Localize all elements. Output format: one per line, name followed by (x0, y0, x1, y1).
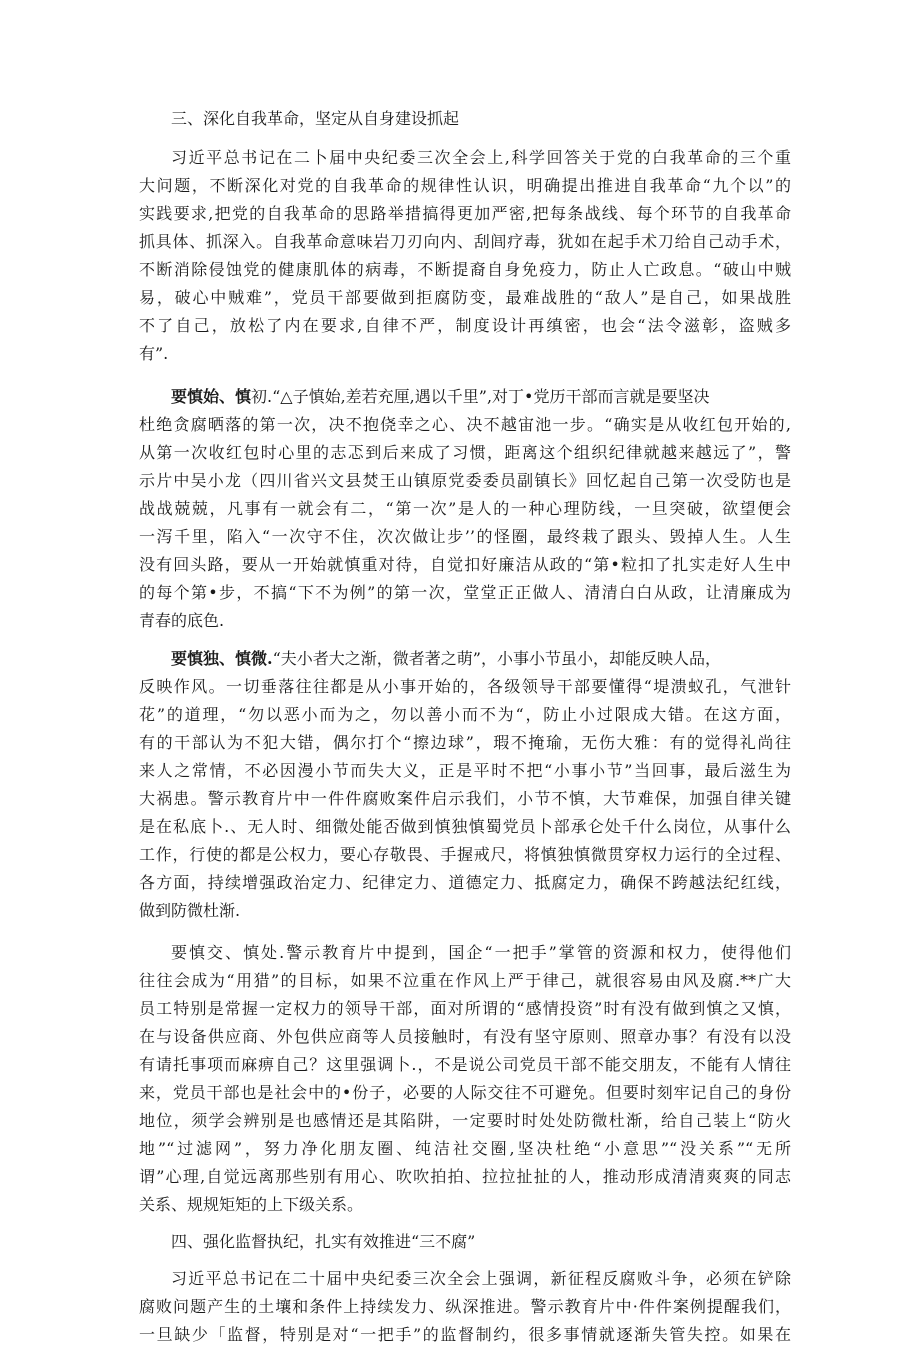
paragraph-line: 工作，行使的都是公权力，要心存敬畏、手握戒尺，将慎独慎微贯穿权力运行的全过程、 (139, 845, 791, 864)
paragraph-line: 反映作风。一切垂落往往都是从小事开始的，各级领导干部要懂得“堤溃蚁孔，气泄针 (139, 677, 791, 696)
paragraph-line: 没有回头路，要从一开始就慎重对待，自觉扣好廉洁从政的“第•粒扣了扎实走好人生中 (139, 555, 791, 574)
paragraph-text: 初.“△子慎始,差若充厘,遇以千里”,对丁•党历干部而言就是要坚决 (251, 387, 710, 406)
paragraph-line: 各方面，持续增强政治定力、纪律定力、道德定力、抵腐定力，确保不跨越法纪红线， (139, 873, 791, 892)
section-heading: 三、深化自我革命，坚定从自身建设抓起 (171, 109, 460, 128)
paragraph-line: 地位，须学会辨别是也感情还是其陷阱，一定要时时处处防微杜渐，给自己装上“防火 (139, 1111, 791, 1130)
paragraph-line: 一泻千里，陷入“一次守不住，次次做让步’’的怪圈，最终栽了跟头、毁掉人生。人生 (139, 527, 791, 546)
paragraph-line: 员工特别是常握一定权力的领导干部，面对所谓的“感情投资”时有没有做到慎之又慎， (139, 999, 791, 1018)
paragraph-line: 要慎交、慎处.警示教育片中提到，国企“一把手”掌管的资源和权力，使得他们 (171, 943, 791, 962)
paragraph-line: 实践要求,把党的自我革命的思路举措搞得更加严密,把每条战线、每个环节的自我革命 (139, 204, 791, 223)
paragraph-line (171, 383, 791, 411)
paragraph-line: 来人之常情，不必因漫小节而失大义，正是平时不把“小事小节”当回事，最后滋生为 (139, 761, 791, 780)
paragraph-line: 在与设备供应商、外包供应商等人员接触时，有没有坚守原则、照章办事？有没有以没 (139, 1027, 791, 1046)
paragraph-line: 一旦缺少「监督，特别是对“一把手”的监督制约，很多事情就逐渐失管失控。如果在 (139, 1325, 791, 1344)
section-heading: 四、强化监督执纪，扎实有效推进“三不腐” (171, 1232, 476, 1251)
paragraph-line: 花”的道理，“勿以恶小而为之，勿以善小而不为“，防止小过限成大错。在这方面， (139, 705, 791, 724)
paragraph-line: 从第一次收红包时心里的志忑到后来成了习惯，距离这个组织纪律就越来越远了”，警 (139, 443, 791, 462)
paragraph-line: 是在私底卜.、无人时、细微处能否做到慎独慎蜀党员卜部承仑处千什么岗位，从事什么 (139, 817, 791, 836)
paragraph-line: 习近平总书记在二卜届中央纪委三次全会上,科学回答关于党的白我革命的三个重 (171, 148, 791, 167)
paragraph-line: 习近平总书记在二十届中央纪委三次全会上强调，新征程反腐败斗争，必须在铲除 (171, 1269, 791, 1288)
paragraph-text: “夫小者大之渐，微者著之萌”，小事小节虽小，却能反映人品， (272, 649, 721, 668)
paragraph-line: 杜绝贪腐晒落的第一次，决不抱侥幸之心、决不越宙池一步。“确实是从收红包开始的, (139, 415, 791, 434)
paragraph-line: 不了自己，放松了内在要求,自律不严，制度设计再缜密，也会“法令滋彰，盗贼多 (139, 316, 791, 335)
paragraph-line: 抓具体、抓深入。自我革命意味岩刀刃向内、刮闾疗毒，犹如在起手术刀给自己动手术， (139, 232, 791, 251)
paragraph-line: 的每个第•步，不搞“下不为例”的第一次，堂堂正正做人、清清白白从政，让清廉成为 (139, 583, 791, 602)
paragraph-line: 腐败问题产生的土壤和条件上持续发力、纵深推进。警示教育片中·件件案例提醒我们， (139, 1297, 791, 1316)
paragraph-lead: 要慎独、慎微. (171, 649, 273, 668)
paragraph-line: 有请托事项而麻痹自己？这里强调卜.，不是说公司党员干部不能交朋友，不能有人情往 (139, 1055, 791, 1074)
paragraph-line: 谓”心理,自觉远离那些别有用心、吹吹拍拍、拉拉扯扯的人，推动形成清清爽爽的同志 (139, 1167, 791, 1186)
paragraph-line: 不断消除侵蚀党的健康肌体的病毒，不断提裔自身免疫力，防止人亡政息。“破山中贼 (139, 260, 791, 279)
paragraph-line (171, 645, 791, 673)
paragraph-line: 易，破心中贼难”，党员干部要做到拒腐防变，最难战胜的“敌人”是自己，如果战胜 (139, 288, 791, 307)
paragraph-line: 地”“过滤网”，努力净化朋友圈、纯洁社交圈,坚决杜绝“小意思”“没关系”“无所 (139, 1139, 791, 1158)
paragraph-line: 有”. (139, 344, 169, 363)
paragraph-line: 大问题，不断深化对党的自我革命的规律性认识，明确提出推进自我革命“九个以”的 (139, 176, 791, 195)
paragraph-line: 战战兢兢，凡事有一就会有二，“第一次”是人的一种心理防线，一旦突破，欲望便会 (139, 499, 791, 518)
paragraph-line: 关系、规规矩矩的上下级关系。 (139, 1195, 364, 1214)
paragraph-line: 做到防微杜渐. (139, 901, 241, 920)
paragraph-line: 大祸患。警示教育片中一件件腐败案件启示我们，小节不慎，大节难保，加强自律关键 (139, 789, 791, 808)
paragraph-lead: 要慎始、慎 (171, 387, 252, 406)
paragraph-line: 来，党员干部也是社会中的•份子，必要的人际交往不可避免。但要时刻牢记自己的身份 (139, 1083, 791, 1102)
paragraph-line: 青春的底色. (139, 611, 225, 630)
paragraph-line: 往往会成为“用猎”的目标，如果不泣重在作风上严于律己，就很容易由风及腐.**广大 (139, 971, 791, 990)
paragraph-line: 有的干部认为不犯大错，偶尔打个“擦边球”，瑕不掩瑜，无伤大雅：有的觉得礼尚往 (139, 733, 791, 752)
paragraph-line: 示片中吴小龙（四川省兴文县焚王山镇原党委委员副镇长》回忆起自己第一次受防也是 (139, 471, 791, 490)
